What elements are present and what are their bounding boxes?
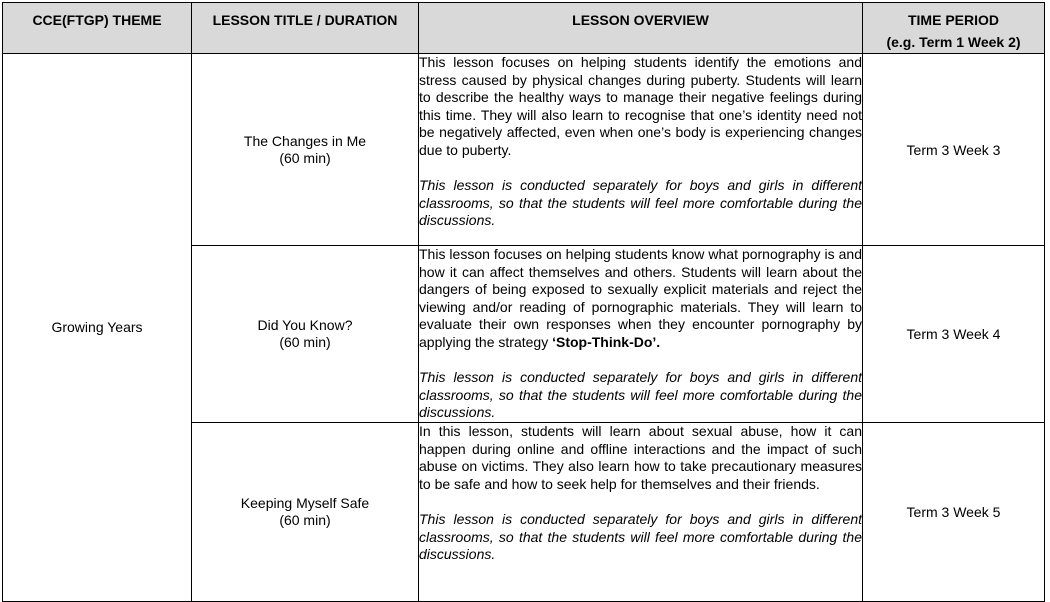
lesson-title: Did You Know? — [257, 316, 353, 333]
lesson-note: This lesson is conducted separately for boys and girls in different classrooms, so that the students will feel more comfortable during the discussions. — [419, 369, 862, 421]
lesson-overview-text: In this lesson, students will learn about sexual abuse, how it can happen during online and offline interactions and the impact of such abuse on victims. They also learn how to take precautionary measures to be safe and how to seek help for themselves and their friends. — [419, 422, 862, 492]
lesson-title-cell — [192, 422, 419, 601]
lesson-overview-cell — [419, 54, 863, 246]
time-period-cell: Term 3 Week 4 — [863, 246, 1045, 423]
theme-cell: Growing Years — [3, 54, 192, 602]
header-time-period-label: TIME PERIOD — [907, 12, 999, 28]
header-time-period-example: (e.g. Term 1 Week 2) — [886, 34, 1021, 50]
header-time-period — [863, 3, 1045, 54]
lesson-note: This lesson is conducted separately for boys and girls in different classrooms, so that the students will feel more comfortable during the discussions. — [419, 510, 862, 563]
header-theme: CCE(FTGP) THEME — [3, 3, 192, 54]
time-period-cell: Term 3 Week 3 — [863, 54, 1045, 246]
strategy-name: ‘Stop-Think-Do’. — [552, 333, 661, 350]
lesson-overview-cell — [419, 422, 863, 601]
lesson-overview-text: This lesson focuses on helping students identify the emotions and stress caused by physical changes during puberty. Students will learn to describe the healthy ways to manage their negative feelings during this time. They will also learn to recognise that one’s identity need not be negatively affected, even when one’s body is experiencing changes due to puberty. — [419, 54, 862, 158]
lesson-duration: (60 min) — [279, 333, 331, 350]
lesson-duration: (60 min) — [279, 149, 331, 166]
lesson-overview-paragraph — [419, 246, 862, 352]
lesson-plan-table — [2, 2, 1045, 602]
header-lesson-overview: LESSON OVERVIEW — [419, 3, 863, 54]
time-period-cell: Term 3 Week 5 — [863, 422, 1045, 601]
table-header-row — [3, 3, 1045, 54]
lesson-title-cell — [192, 246, 419, 423]
lesson-title: The Changes in Me — [243, 132, 367, 149]
table-row — [3, 54, 1045, 246]
lesson-note: This lesson is conducted separately for boys and girls in different classrooms, so that the students will feel more comfortable during the discussions. — [419, 177, 862, 229]
lesson-overview-text: This lesson focuses on helping students know what pornography is and how it can affect themselves and others. Students will learn about the dangers of being exposed to sexually explicit materials and reject the viewing and/or reading of pornographic materials. They will learn to evaluate their own responses when they encounter pornography by applying the strategy — [419, 246, 862, 350]
lesson-duration: (60 min) — [279, 511, 331, 528]
header-lesson-title: LESSON TITLE / DURATION — [192, 3, 419, 54]
lesson-title-cell — [192, 54, 419, 246]
lesson-overview-cell — [419, 246, 863, 423]
lesson-title: Keeping Myself Safe — [240, 494, 370, 511]
